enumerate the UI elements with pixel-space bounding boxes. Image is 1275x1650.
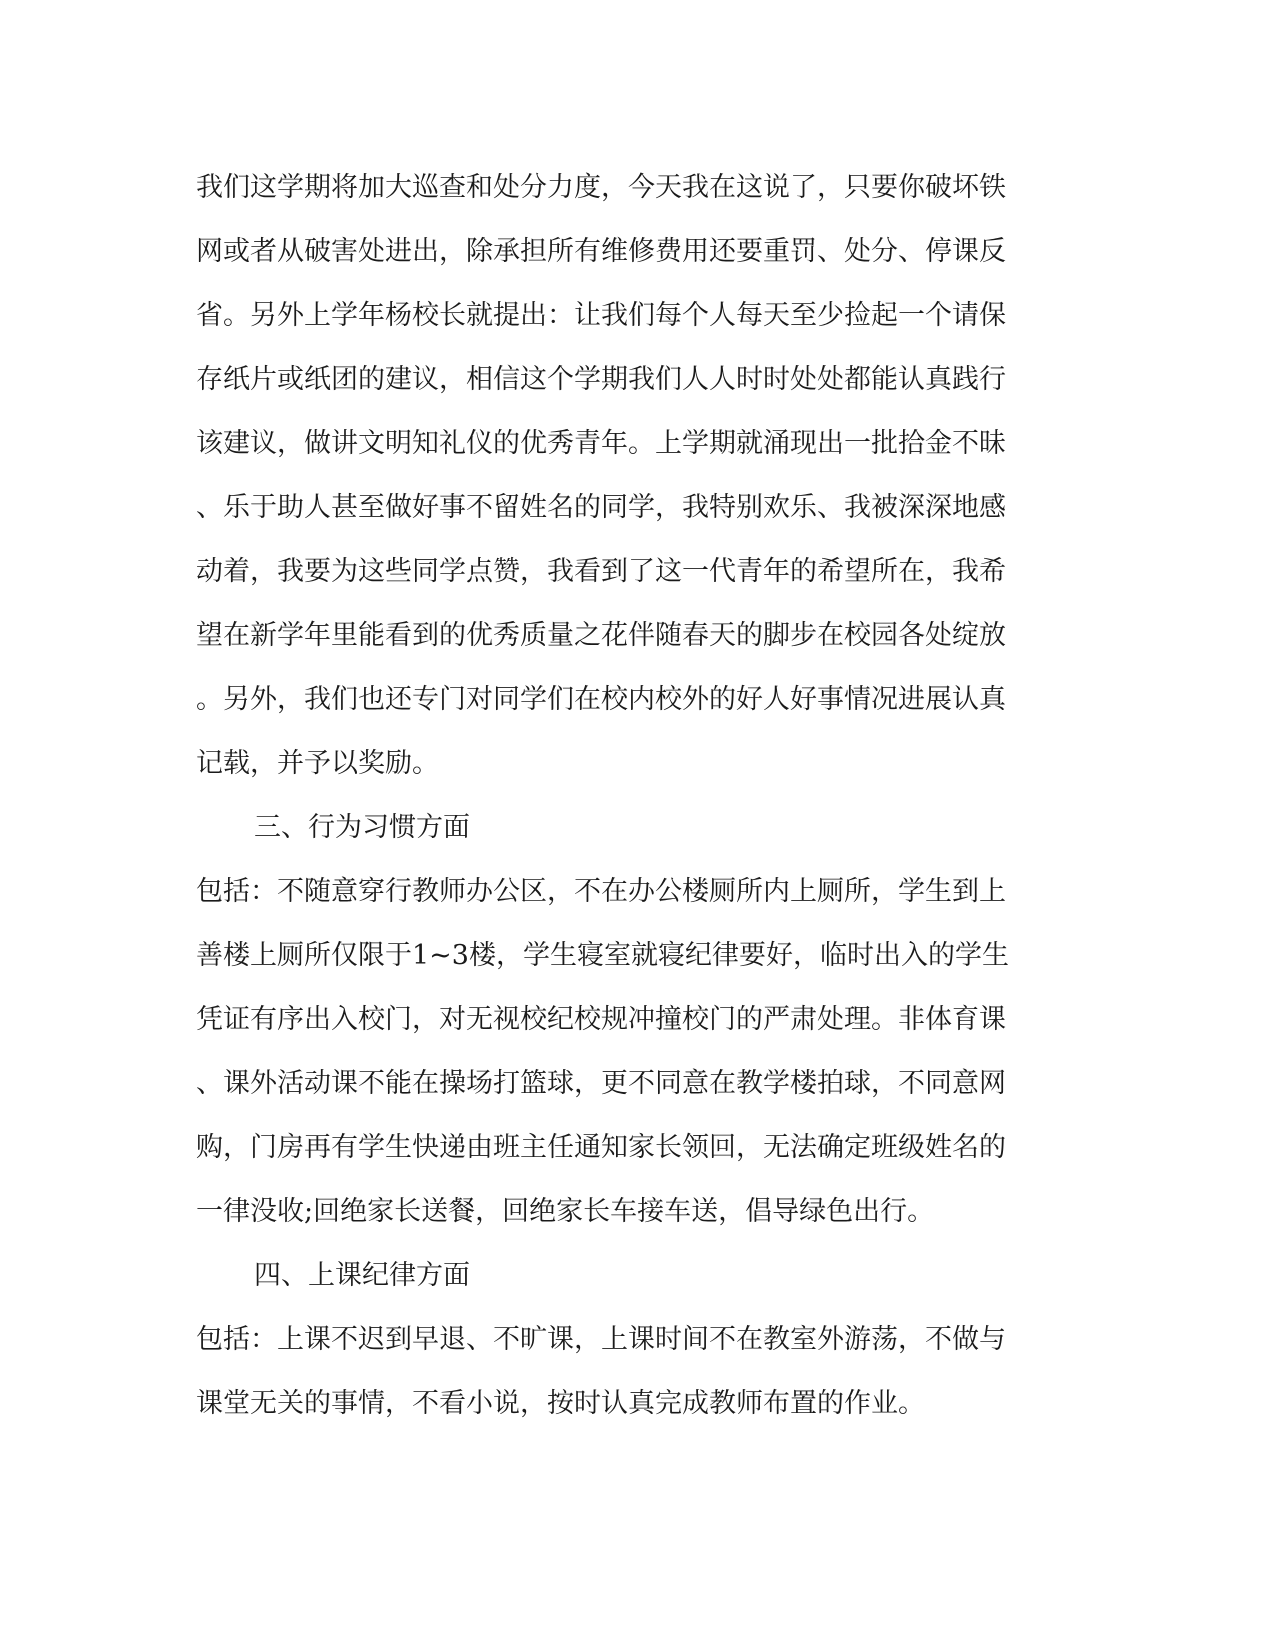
body-line: 、乐于助人甚至做好事不留姓名的同学，我特别欢乐、我被深深地感 <box>196 492 1006 523</box>
body-line: 购，门房再有学生快递由班主任通知家长领回，无法确定班级姓名的 <box>196 1132 1006 1163</box>
body-line: 存纸片或纸团的建议，相信这个学期我们人人时时处处都能认真践行 <box>196 364 1006 395</box>
body-line: 望在新学年里能看到的优秀质量之花伴随春天的脚步在校园各处绽放 <box>196 620 1006 651</box>
body-line: 动着，我要为这些同学点赞，我看到了这一代青年的希望所在，我希 <box>196 556 1006 587</box>
body-line: 该建议，做讲文明知礼仪的优秀青年。上学期就涌现出一批拾金不昧 <box>196 428 1006 459</box>
body-line: 一律没收;回绝家长送餐，回绝家长车接车送，倡导绿色出行。 <box>196 1196 935 1227</box>
body-line: 。另外，我们也还专门对同学们在校内校外的好人好事情况进展认真 <box>196 684 1006 715</box>
body-line: 省。另外上学年杨校长就提出：让我们每个人每天至少捡起一个请保 <box>196 300 1006 331</box>
section-heading: 四、上课纪律方面 <box>254 1260 470 1291</box>
body-line: 、课外活动课不能在操场打篮球，更不同意在教学楼拍球，不同意网 <box>196 1068 1006 1099</box>
body-line: 善楼上厕所仅限于1~3楼，学生寝室就寝纪律要好，临时出入的学生 <box>196 940 1009 971</box>
document-body <box>196 156 1076 1436</box>
body-line: 网或者从破害处进出，除承担所有维修费用还要重罚、处分、停课反 <box>196 236 1006 267</box>
section-heading: 三、行为习惯方面 <box>254 812 470 843</box>
body-line: 包括：不随意穿行教师办公区，不在办公楼厕所内上厕所，学生到上 <box>196 876 1006 907</box>
body-line: 课堂无关的事情，不看小说，按时认真完成教师布置的作业。 <box>196 1388 925 1419</box>
body-line: 记载，并予以奖励。 <box>196 748 439 779</box>
body-line: 包括：上课不迟到早退、不旷课，上课时间不在教室外游荡，不做与 <box>196 1324 1006 1355</box>
body-line: 凭证有序出入校门，对无视校纪校规冲撞校门的严肃处理。非体育课 <box>196 1004 1006 1035</box>
body-line: 我们这学期将加大巡查和处分力度，今天我在这说了，只要你破坏铁 <box>196 172 1006 203</box>
